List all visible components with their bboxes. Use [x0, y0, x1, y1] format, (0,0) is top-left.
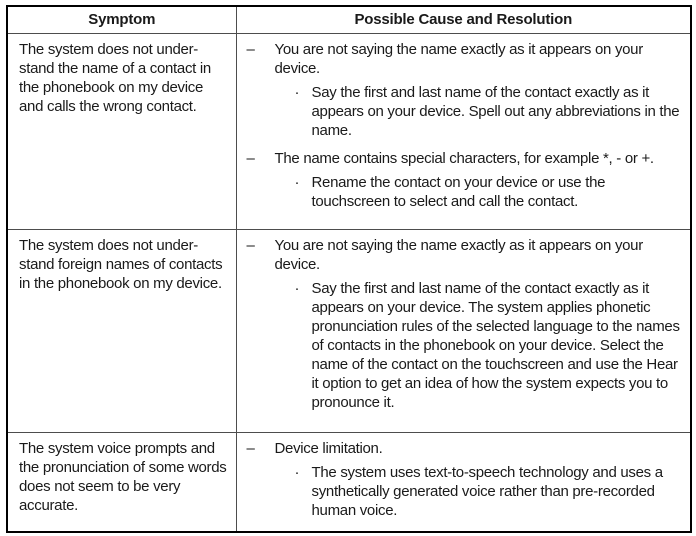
resolution-item: [295, 279, 683, 412]
resolution-text: Say the first and last name of the contact exactly as it appears on your device. Spell out any abbreviations in the name.: [311, 84, 680, 139]
table-row: [7, 34, 691, 230]
symptom-cell: The system does not understand foreign names of contacts in the phonebook on my device.: [7, 230, 236, 433]
resolution-item: [295, 83, 683, 140]
cause-text: You are not saying the name exactly as it appears on your device.: [274, 41, 643, 77]
dash-marker: –: [246, 440, 255, 457]
resolution-item: [295, 463, 683, 520]
header-row: [7, 6, 691, 34]
resolution-text: Say the first and last name of the contact exactly as it appears on your device. The system applies phonetic pronunciation rules of the selected language to the names of contacts in the phonebook on your device. Select the name of the contact on the touchscreen and use the Hear it option to get an idea of how the system expects you to pronounce it.: [311, 280, 680, 411]
resolution-item: [295, 173, 683, 211]
troubleshooting-table: [6, 5, 692, 533]
cause-item: [243, 236, 683, 412]
cause-text: The name contains special characters, for example *, - or +.: [274, 150, 654, 167]
symptom-cell: The system voice prompts and the pronunciation of some words does not seem to be very accurate.: [7, 433, 236, 532]
dash-marker: –: [246, 237, 255, 254]
bullet-marker: ·: [294, 280, 300, 297]
dash-marker: –: [246, 41, 255, 58]
column-header-possible-cause: Possible Cause and Resolution: [236, 6, 691, 34]
cause-cell: [236, 230, 691, 433]
bullet-marker: ·: [294, 464, 300, 481]
resolution-text: The system uses text-to-speech technology and uses a synthetically generated voice rather than pre-recorded human voice.: [311, 464, 663, 519]
table-row: [7, 433, 691, 532]
cause-item: [243, 40, 683, 140]
symptom-cell: The system does not understand the name of a contact in the phonebook on my device and calls the wrong contact.: [7, 34, 236, 230]
cause-cell: [236, 433, 691, 532]
column-header-symptom: Symptom: [7, 6, 236, 34]
cause-text: You are not saying the name exactly as it appears on your device.: [274, 237, 643, 273]
cause-item: [243, 149, 683, 211]
resolution-text: Rename the contact on your device or use the touchscreen to select and call the contact.: [311, 174, 606, 210]
bullet-marker: ·: [294, 84, 300, 101]
table-row: [7, 230, 691, 433]
bullet-marker: ·: [294, 174, 300, 191]
dash-marker: –: [246, 150, 255, 167]
cause-cell: [236, 34, 691, 230]
cause-item: [243, 439, 683, 520]
cause-text: Device limitation.: [274, 440, 383, 457]
